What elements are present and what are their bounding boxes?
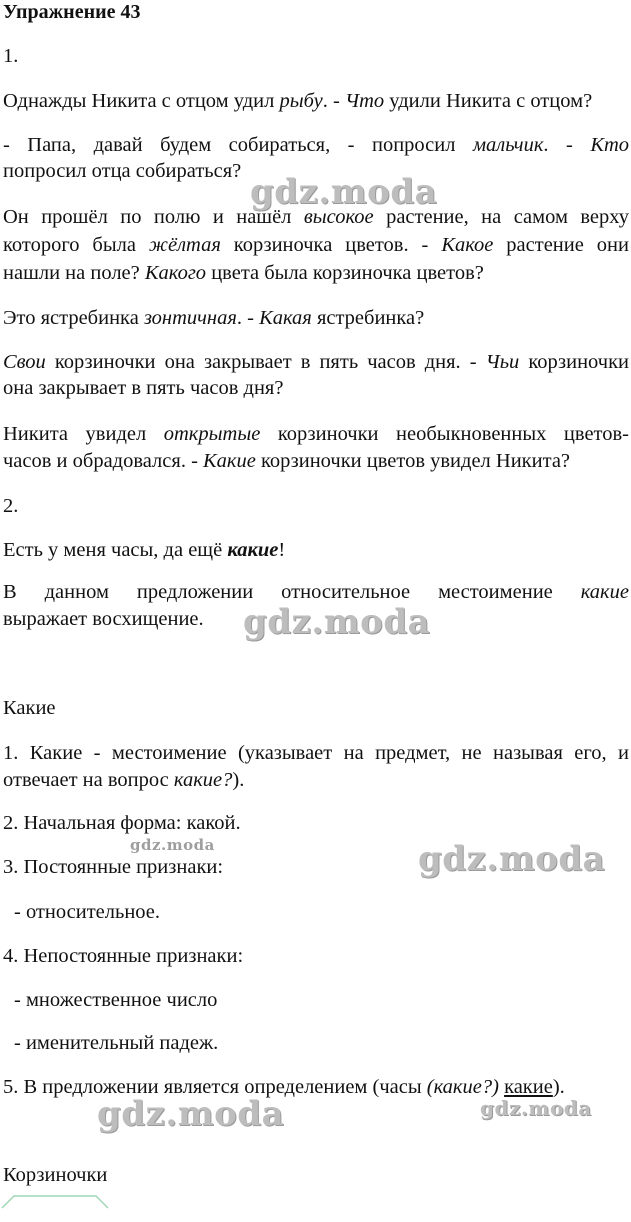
watermark: gdz.moda: [418, 839, 606, 879]
analysis-point-4a: - множественное число: [14, 989, 218, 1011]
part1-line-4: Он прошёл по полю и нашёл высокое растение, на самом верху: [3, 206, 630, 228]
part2-line-3: выражает восхищение.: [3, 608, 204, 630]
part1-line-8: Свои корзиночки она закрывает в пять часов дня. - Чьи корзиночки: [3, 351, 629, 373]
part1-line-1: Однажды Никита с отцом удил рыбу. - Что удили Никита с отцом?: [3, 90, 593, 112]
next-word: Корзиночки: [3, 1164, 108, 1186]
part1-line-11: часов и обрадовался. - Какие корзиночки цветов увидел Никита?: [3, 450, 571, 472]
analysis-point-3a: - относительное.: [14, 901, 161, 923]
watermark: gdz.moda: [97, 1094, 285, 1134]
part1-line-2: - Папа, давай будем собираться, - попросил мальчик. - Кто: [3, 134, 629, 156]
part1-line-9: она закрывает в пять часов дня?: [3, 377, 284, 399]
part1-line-6: нашли на поле? Какого цвета была корзиночка цветов?: [3, 262, 484, 284]
part1-line-3: попросил отца собираться?: [3, 160, 242, 182]
watermark: gdz.moda: [243, 602, 431, 642]
part1-line-10: Никита увидел открытые корзиночки необыкновенных цветов-: [3, 423, 629, 445]
part1-line-5: которого была жёлтая корзиночка цветов. - Какое растение они: [3, 234, 629, 256]
analysis-point-2: 2. Начальная форма: какой.: [3, 812, 241, 834]
page-corner-decoration-icon: [0, 1190, 110, 1220]
analysis-word: Какие: [3, 697, 56, 719]
part2-line-2: В данном предложении относительное местоимение какие: [3, 581, 629, 603]
part1-line-7: Это ястребинка зонтичная. - Какая ястребинка?: [3, 307, 425, 329]
watermark: gdz.moda: [480, 1096, 592, 1120]
part2-number: 2.: [3, 495, 19, 517]
analysis-point-1b: отвечает на вопрос какие?).: [3, 769, 245, 791]
analysis-point-4b: - именительный падеж.: [14, 1032, 219, 1054]
part2-line-1: Есть у меня часы, да ещё какие!: [3, 539, 286, 561]
analysis-point-1a: 1. Какие - местоимение (указывает на предмет, не называя его, и: [3, 742, 629, 764]
part1-number: 1.: [3, 45, 19, 67]
analysis-point-3: 3. Постоянные признаки:: [3, 856, 224, 878]
analysis-point-5: 5. В предложении является определением (часы (какие?) какие).: [3, 1076, 565, 1098]
exercise-title: Упражнение 43: [3, 1, 141, 23]
watermark: gdz.moda: [250, 172, 438, 212]
analysis-point-4: 4. Непостоянные признаки:: [3, 945, 244, 967]
watermark: gdz.moda: [130, 836, 215, 854]
